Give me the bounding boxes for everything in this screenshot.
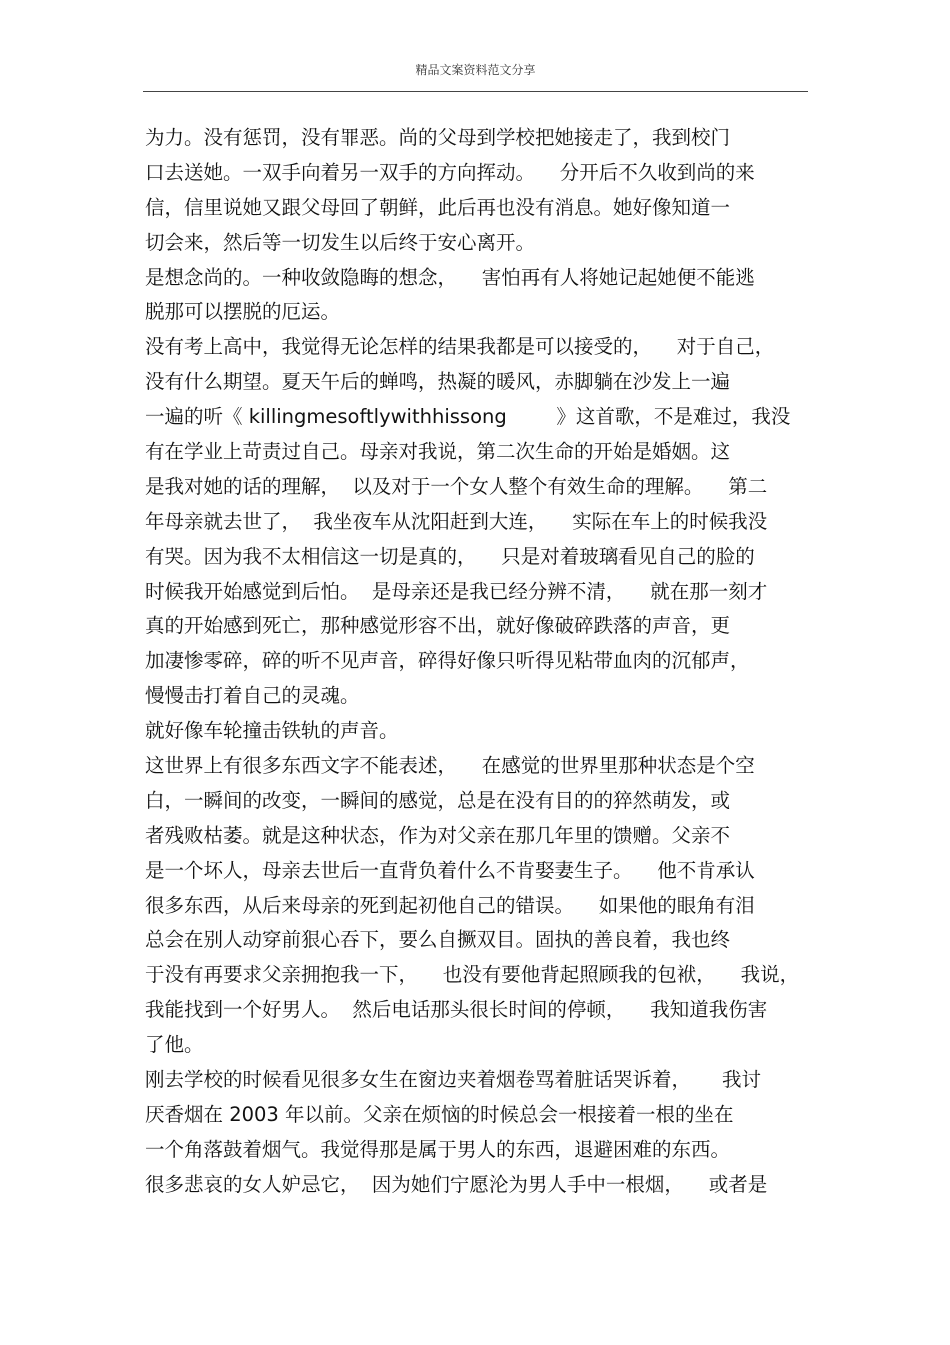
text-line: 有在学业上苛责过自己。母亲对我说，第二次生命的开始是婚姻。这 xyxy=(145,440,731,464)
text-line: 者残败枯萎。就是这种状态，作为对父亲在那几年里的馈赠。父亲不 xyxy=(145,823,731,847)
text-line: 很多东西，从后来母亲的死到起初他自己的错误。 如果他的眼角有泪 xyxy=(145,893,755,917)
text-line: 是想念尚的。一种收敛隐晦的想念， 害怕再有人将她记起她便不能逃 xyxy=(145,265,755,289)
text-line: 为力。没有惩罚，没有罪恶。尚的父母到学校把她接走了，我到校门 xyxy=(145,126,731,149)
text-line: 是一个坏人，母亲去世后一直背负着什么不肯娶妻生子。 他不肯承认 xyxy=(145,858,755,882)
text-line: 没有什么期望。夏天午后的蝉鸣，热凝的暖风，赤脚躺在沙发上一遍 xyxy=(145,370,731,394)
text-line: 信，信里说她又跟父母回了朝鲜，此后再也没有消息。她好像知道一 xyxy=(145,195,731,219)
text-line: 脱那可以摆脱的厄运。 xyxy=(145,300,341,324)
text-line: 一遍的听《 killingmesoftlywithhissong 》这首歌，不是难过，我没 xyxy=(145,405,791,429)
text-line: 加凄惨零碎，碎的听不见声音，碎得好像只听得见粘带血肉的沉郁声， xyxy=(145,649,750,673)
text-line: 慢慢击打着自己的灵魂。 xyxy=(145,684,360,708)
text-line: 就好像车轮撞击铁轨的声音。 xyxy=(145,719,399,743)
text-line: 时候我开始感觉到后怕。 是母亲还是我已经分辨不清， 就在那一刻才 xyxy=(145,579,768,603)
text-line: 一个角落鼓着烟气。我觉得那是属于男人的东西，退避困难的东西。 xyxy=(145,1137,731,1161)
header-divider xyxy=(143,91,808,92)
text-line: 我能找到一个好男人。 然后电话那头很长时间的停顿， 我知道我伤害 xyxy=(145,998,768,1022)
text-line: 很多悲哀的女人妒忌它， 因为她们宁愿沦为男人手中一根烟， 或者是 xyxy=(145,1172,768,1196)
text-line: 厌香烟在 2003 年以前。父亲在烦恼的时候总会一根接着一根的坐在 xyxy=(145,1102,734,1126)
text-line: 口去送她。一双手向着另一双手的方向挥动。 分开后不久收到尚的来 xyxy=(145,160,755,184)
page-header: 精品文案资料范文分享 xyxy=(415,63,536,77)
text-line: 是我对她的话的理解， 以及对于一个女人整个有效生命的理解。 第二 xyxy=(145,474,768,498)
text-line: 年母亲就去世了， 我坐夜车从沈阳赶到大连， 实际在车上的时候我没 xyxy=(145,509,768,533)
text-line: 切会来，然后等一切发生以后终于安心离开。 xyxy=(145,230,536,254)
text-line: 这世界上有很多东西文字不能表述， 在感觉的世界里那种状态是个空 xyxy=(145,754,755,778)
text-line: 真的开始感到死亡，那种感觉形容不出，就好像破碎跌落的声音，更 xyxy=(145,614,731,638)
document-body xyxy=(145,121,810,1203)
text-line: 于没有再要求父亲拥抱我一下， 也没有要他背起照顾我的包袱， 我说， xyxy=(145,963,800,987)
text-line: 总会在别人动穿前狠心吞下，要么自撅双目。固执的善良着，我也终 xyxy=(145,928,731,952)
text-line: 白，一瞬间的改变，一瞬间的感觉，总是在没有目的的猝然萌发，或 xyxy=(145,788,731,812)
text-line: 刚去学校的时候看见很多女生在窗边夹着烟卷骂着脏话哭诉着， 我讨 xyxy=(145,1068,761,1092)
text-line: 没有考上高中，我觉得无论怎样的结果我都是可以接受的， 对于自己， xyxy=(145,335,775,359)
text-line: 了他。 xyxy=(145,1033,204,1057)
text-line: 有哭。因为我不太相信这一切是真的， 只是对着玻璃看见自己的脸的 xyxy=(145,544,755,568)
